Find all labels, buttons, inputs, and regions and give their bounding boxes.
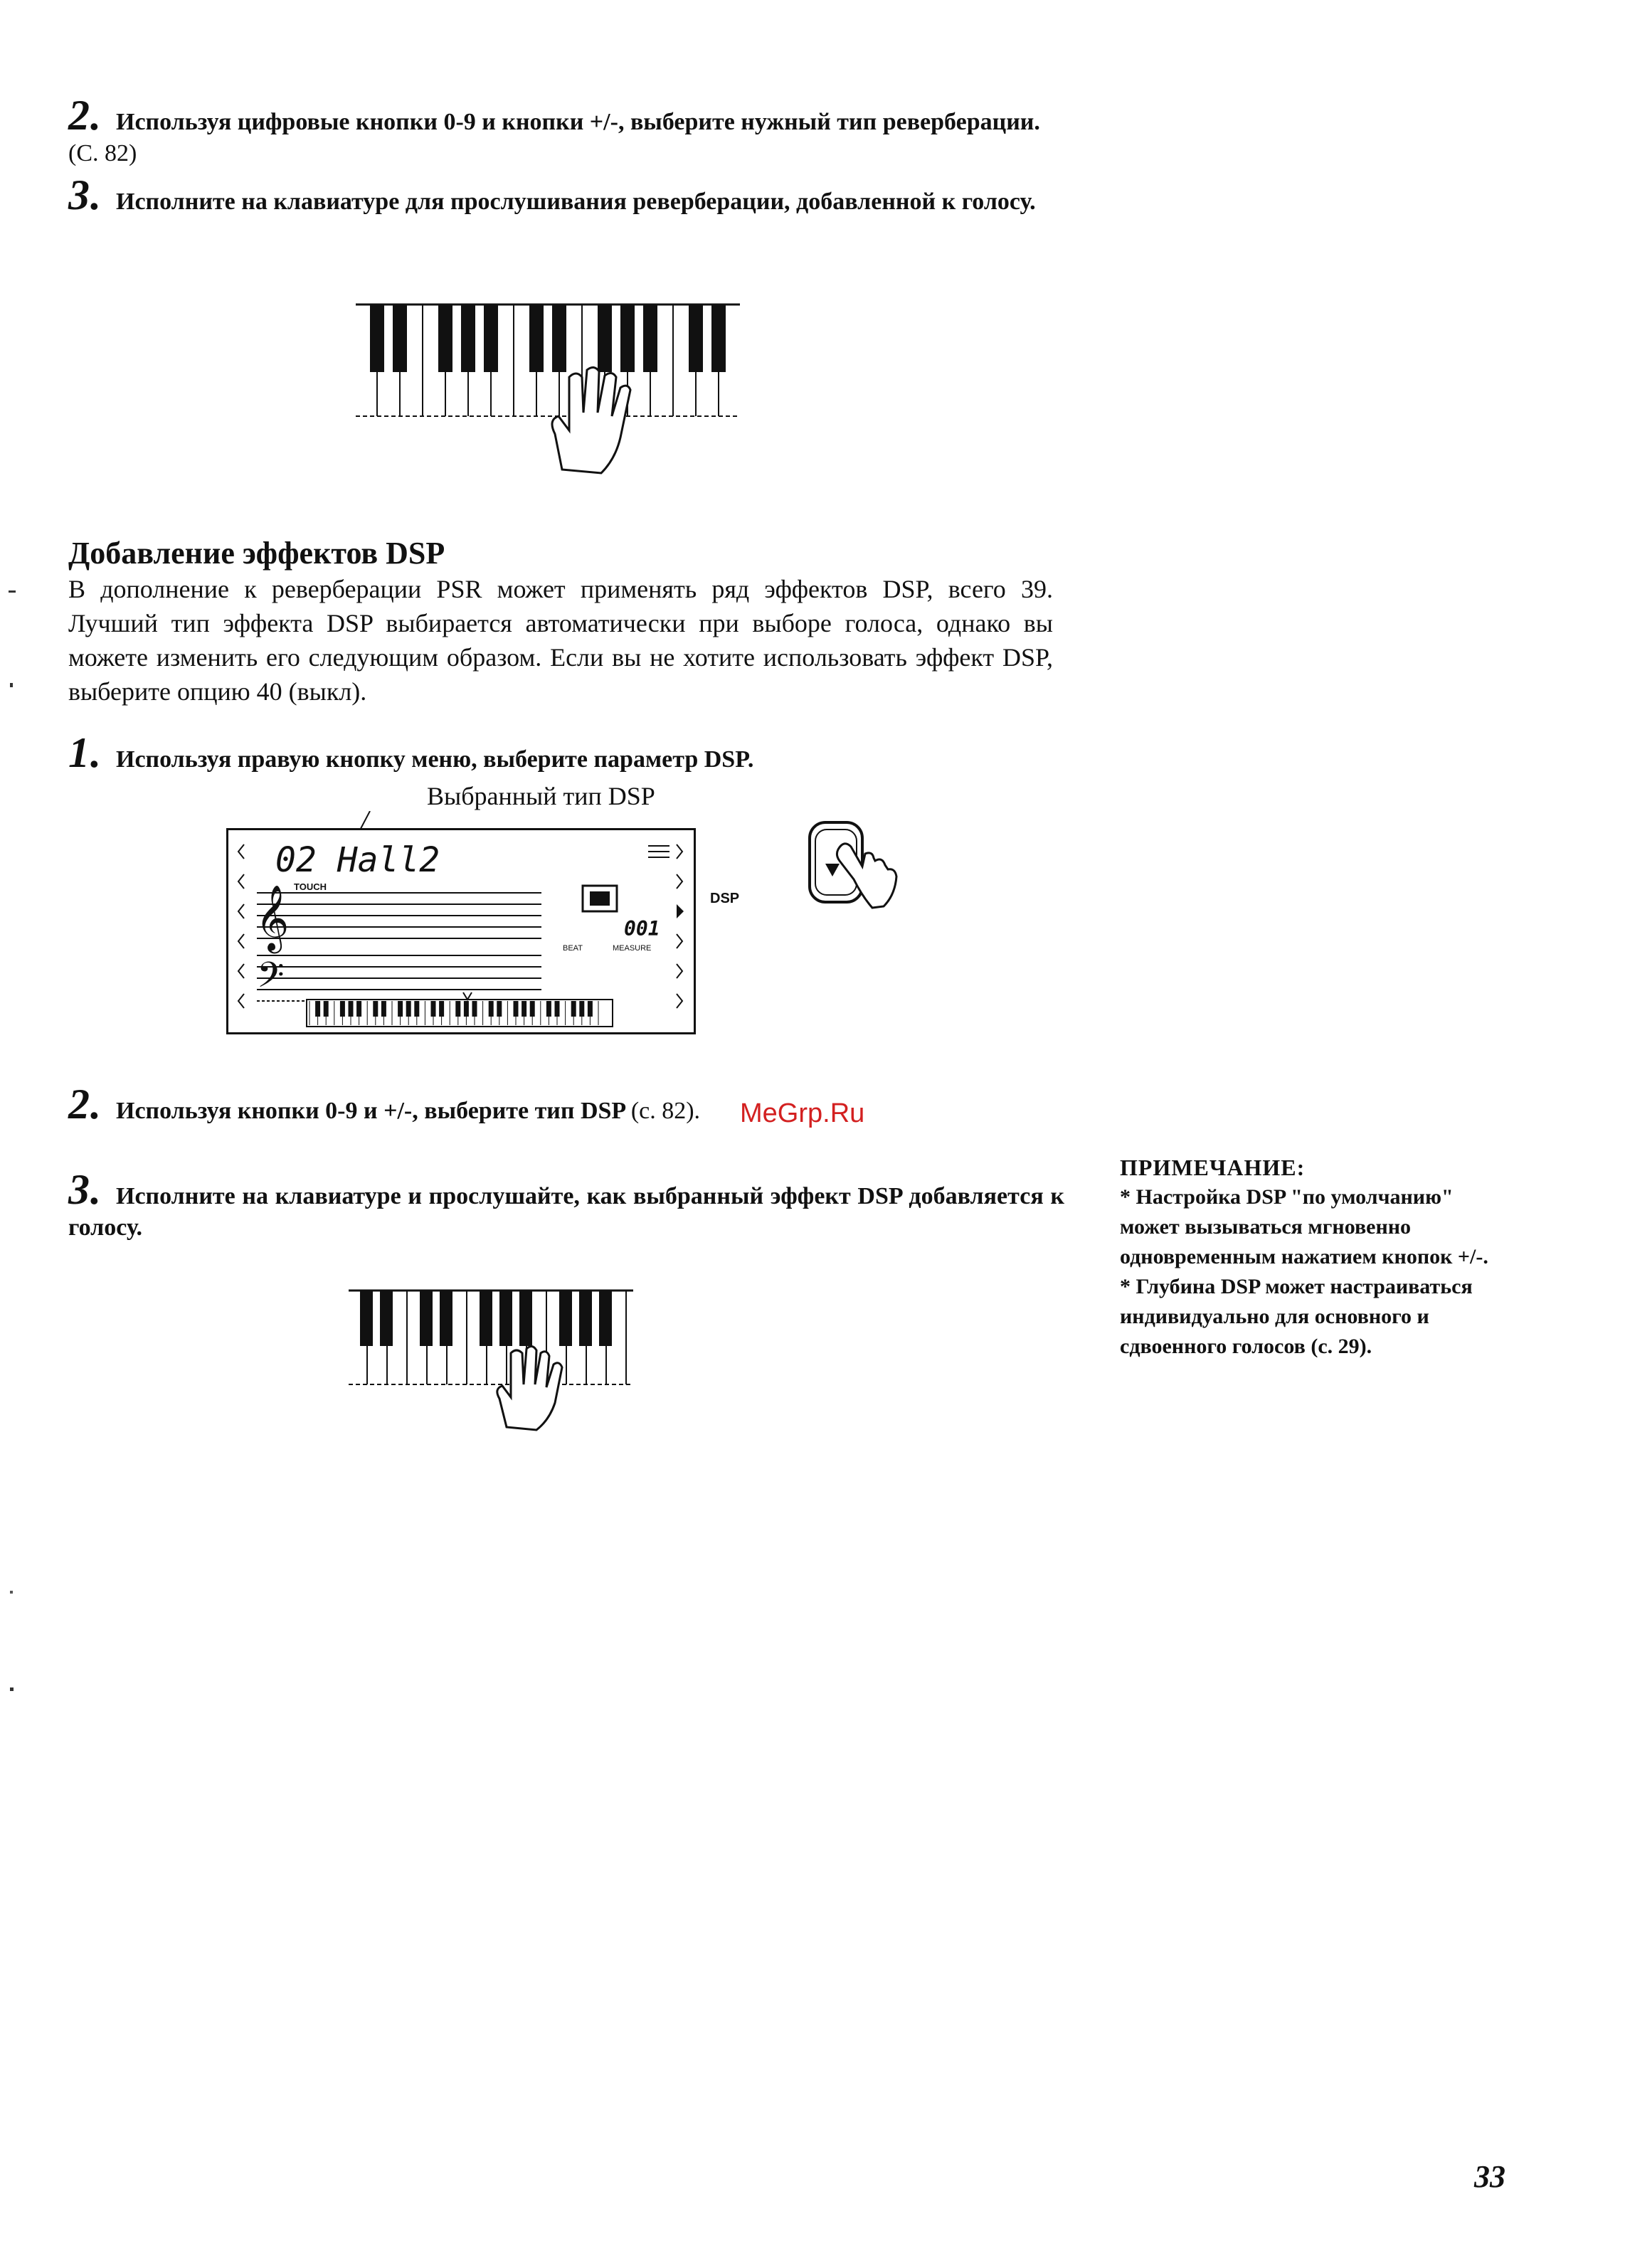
step-3-dsp	[68, 1166, 1064, 1244]
lcd-display	[226, 828, 696, 1034]
step-2-reverb	[68, 92, 1064, 169]
step-text: Исполните на клавиатуре и прослушайте, как выбранный эффект DSP добавляется к голосу.	[68, 1183, 1064, 1241]
menu-down-button-icon	[804, 811, 918, 918]
keyboard-hand-illustration-2	[349, 1285, 633, 1434]
section-heading: Добавление эффектов DSP	[68, 536, 445, 571]
keyboard-hand-illustration	[356, 299, 740, 484]
lcd-touch-label: TOUCH	[294, 881, 327, 892]
step-number: 1.	[68, 729, 102, 776]
step-text: Используя правую кнопку меню, выберите параметр DSP.	[116, 746, 754, 773]
step-number: 2.	[68, 1081, 102, 1128]
scan-speck	[9, 590, 16, 593]
step-3-reverb	[68, 171, 1064, 218]
step-1-dsp	[68, 729, 1064, 776]
page-reference: (C. 82)	[68, 140, 137, 166]
scan-speck	[10, 1687, 14, 1691]
step-text: Используя кнопки 0-9 и +/-, выберите тип DSP	[116, 1098, 625, 1124]
page-number: 33	[1474, 2159, 1505, 2194]
watermark: MeGrp.Ru	[740, 1098, 865, 1128]
page-reference: (с. 82).	[630, 1098, 701, 1124]
lcd-voice-name: 02 Hall2	[275, 840, 440, 880]
display-caption: Выбранный тип DSP	[427, 782, 655, 810]
note-title: ПРИМЕЧАНИЕ:	[1120, 1155, 1306, 1180]
svg-text:𝄞: 𝄞	[255, 884, 290, 950]
step-number: 3.	[68, 1166, 102, 1213]
step-text: Используя цифровые кнопки 0-9 и кнопки +/-, выберите нужный тип реверберации.	[116, 109, 1040, 135]
side-note	[1120, 1152, 1490, 1362]
step-2-dsp	[68, 1081, 1064, 1128]
step-text: Исполните на клавиатуре для прослушивания реверберации, добавленной к голосу.	[116, 189, 1036, 215]
lcd-measure-label: MEASURE	[613, 944, 652, 953]
dsp-button-label: DSP	[710, 891, 740, 906]
step-number: 2.	[68, 92, 102, 139]
note-item-2: * Глубина DSP может настраиваться индивидуально для основного и сдвоенного голосов (с. 29).	[1120, 1275, 1473, 1358]
intro-paragraph: В дополнение к реверберации PSR может применять ряд эффектов DSP, всего 39. Лучший тип эффекта DSP выбирается автоматически при выборе голоса, однако вы можете изменить его следующим образом. Если вы не хотите использовать эффект DSP, выберите опцию 40 (выкл).	[68, 575, 1053, 706]
step-number: 3.	[68, 171, 102, 218]
note-item-1: * Настройка DSP "по умолчанию" может вызываться мгновенно одновременным нажатием кнопок +/-.	[1120, 1185, 1488, 1268]
lcd-measure-value: 001	[624, 917, 660, 940]
scan-speck	[10, 1591, 13, 1594]
lcd-beat-label: BEAT	[563, 944, 583, 953]
scan-speck	[10, 683, 13, 687]
svg-text:𝄢: 𝄢	[257, 955, 285, 1005]
